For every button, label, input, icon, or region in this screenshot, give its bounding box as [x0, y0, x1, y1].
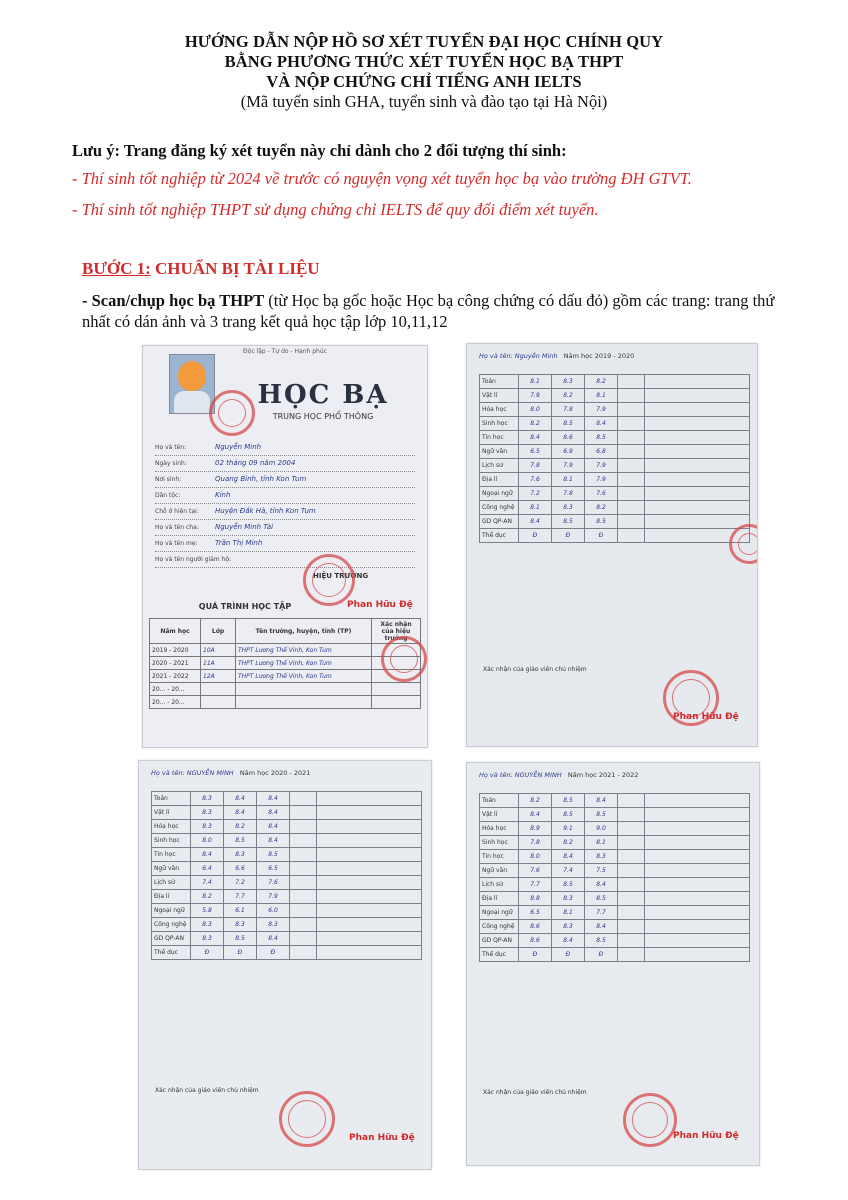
score-cell: 7.6 — [519, 473, 552, 487]
subject-cell: Vật lí — [480, 808, 519, 822]
score-cell: 8.4 — [257, 834, 290, 848]
score-cell: 6.4 — [191, 862, 224, 876]
principal-name: Phan Hữu Đệ — [347, 600, 413, 610]
note-item: - Thí sinh tốt nghiệp từ 2024 về trước có nguyện vọng xét tuyển học bạ vào trường ĐH GTVT. — [72, 169, 692, 188]
student-photo — [169, 354, 215, 414]
score-cell: 7.8 — [552, 403, 585, 417]
grade-12-photo — [466, 762, 760, 1166]
student-info-form: Họ và tên: Nguyễn Minh Ngày sinh: 02 tháng 09 năm 2004 Nơi sinh: Quang Bình, tỉnh Kon Tum Dân tộc: Kinh Chỗ ở hiện tại: Huyện Đắk Hà, tỉnh Kon Tum Họ và tên cha: Nguyễn Minh Tài Họ và tên mẹ: Trần Thị Minh Họ và tên người giám hộ: — [155, 444, 415, 572]
score-cell: 8.4 — [585, 878, 618, 892]
subject-cell: Sinh học — [152, 834, 191, 848]
grade-row — [480, 515, 750, 529]
subject-cell: GD QP-AN — [480, 515, 519, 529]
score-cell: 8.5 — [552, 878, 585, 892]
score-cell: 8.4 — [224, 806, 257, 820]
note-heading: Lưu ý: Trang đăng ký xét tuyển này chỉ dành cho 2 đối tượng thí sinh: — [72, 141, 567, 160]
score-cell: 7.6 — [257, 876, 290, 890]
subject-cell: GD QP-AN — [480, 934, 519, 948]
score-cell: 8.4 — [224, 792, 257, 806]
score-cell: 8.3 — [257, 918, 290, 932]
score-cell: 8.8 — [519, 892, 552, 906]
score-cell: 7.7 — [519, 878, 552, 892]
score-cell: 5.8 — [191, 904, 224, 918]
score-cell: 8.2 — [519, 417, 552, 431]
score-cell: Đ — [552, 948, 585, 962]
score-cell: 7.8 — [519, 459, 552, 473]
score-cell: 8.5 — [552, 794, 585, 808]
score-cell: 7.2 — [224, 876, 257, 890]
subject-cell: GD QP-AN — [152, 932, 191, 946]
subject-cell: Tin học — [152, 848, 191, 862]
grade-row — [152, 876, 422, 890]
grade-row — [152, 834, 422, 848]
subject-cell: Toán — [480, 794, 519, 808]
score-cell: 8.4 — [519, 808, 552, 822]
subject-cell: Hóa học — [480, 403, 519, 417]
score-cell: 6.8 — [585, 445, 618, 459]
subject-cell: Ngữ văn — [480, 445, 519, 459]
title-line-3: VÀ NỘP CHỨNG CHỈ TIẾNG ANH IELTS — [266, 72, 582, 91]
score-cell: 8.4 — [519, 431, 552, 445]
score-cell: 8.5 — [224, 834, 257, 848]
grade-row — [480, 920, 750, 934]
grade-row — [480, 445, 750, 459]
subject-cell: Ngữ văn — [152, 862, 191, 876]
score-cell: 7.5 — [585, 864, 618, 878]
grade-row — [480, 459, 750, 473]
school-year: Năm học 2021 - 2022 — [567, 771, 639, 779]
score-cell: 8.5 — [257, 848, 290, 862]
score-cell: 8.1 — [519, 375, 552, 389]
red-seal — [623, 1093, 677, 1147]
student-name: Họ và tên: NGUYỄN MINH — [479, 771, 562, 779]
step1-label: BƯỚC 1: — [82, 259, 151, 278]
principal-name: Phan Hữu Đệ — [673, 1131, 739, 1141]
document-title — [0, 32, 848, 112]
score-cell: 8.0 — [519, 403, 552, 417]
score-cell: 6.6 — [224, 862, 257, 876]
step1-body — [82, 290, 802, 332]
grade-row — [152, 792, 422, 806]
score-cell: 8.1 — [552, 473, 585, 487]
score-cell: 8.3 — [585, 850, 618, 864]
grade-11-photo — [138, 760, 432, 1170]
grade-row — [480, 822, 750, 836]
grade-row — [152, 890, 422, 904]
score-cell: 8.2 — [519, 794, 552, 808]
score-cell: 8.5 — [552, 808, 585, 822]
grade-row — [480, 375, 750, 389]
score-cell: 7.7 — [585, 906, 618, 920]
score-cell: 8.5 — [224, 932, 257, 946]
score-cell: 7.9 — [519, 389, 552, 403]
school-year: Năm học 2020 - 2021 — [239, 769, 311, 777]
score-cell: 8.3 — [191, 820, 224, 834]
subject-cell: Công nghệ — [480, 501, 519, 515]
grade-row — [152, 862, 422, 876]
score-cell: 7.8 — [552, 487, 585, 501]
grade-row — [152, 932, 422, 946]
subject-cell: Sinh học — [480, 836, 519, 850]
score-cell: 6.5 — [519, 445, 552, 459]
subject-cell: Tin học — [480, 850, 519, 864]
subject-cell: Hóa học — [152, 820, 191, 834]
grade-row — [152, 904, 422, 918]
score-cell: Đ — [519, 529, 552, 543]
red-seal — [303, 554, 355, 606]
subject-cell: Lịch sử — [480, 459, 519, 473]
grade-row — [480, 808, 750, 822]
homeroom-confirm: Xác nhận của giáo viên chủ nhiệm — [483, 1089, 587, 1096]
red-seal — [381, 636, 427, 682]
grade-row — [480, 431, 750, 445]
grade-row — [480, 892, 750, 906]
title-line-1: HƯỚNG DẪN NỘP HỒ SƠ XÉT TUYỂN ĐẠI HỌC CHÍNH QUY — [184, 32, 664, 51]
score-cell: 8.3 — [191, 918, 224, 932]
grade-row — [152, 946, 422, 960]
score-cell: 8.3 — [191, 792, 224, 806]
subject-cell: Ngoại ngữ — [152, 904, 191, 918]
score-cell: 8.6 — [519, 920, 552, 934]
subject-cell: Thể dục — [480, 529, 519, 543]
score-cell: 8.4 — [257, 806, 290, 820]
cover-title: HỌC BẠ — [257, 380, 389, 410]
school-year: Năm học 2019 - 2020 — [563, 352, 635, 360]
score-cell: 8.2 — [552, 389, 585, 403]
score-cell: 6.5 — [257, 862, 290, 876]
score-cell: 8.4 — [191, 848, 224, 862]
grade-row — [480, 487, 750, 501]
grade-row — [480, 864, 750, 878]
subject-cell: Thể dục — [152, 946, 191, 960]
score-cell: 8.2 — [585, 375, 618, 389]
subject-cell: Hóa học — [480, 822, 519, 836]
grade-row — [480, 794, 750, 808]
score-cell: 7.6 — [585, 487, 618, 501]
score-cell: 8.4 — [257, 932, 290, 946]
score-cell: 8.0 — [519, 850, 552, 864]
title-line-2: BẰNG PHƯƠNG THỨC XÉT TUYỂN HỌC BẠ THPT — [224, 52, 624, 71]
subject-cell: Ngữ văn — [480, 864, 519, 878]
grade-row — [480, 850, 750, 864]
subject-cell: Vật lí — [480, 389, 519, 403]
score-cell: 8.3 — [224, 848, 257, 862]
subject-cell: Địa lí — [480, 892, 519, 906]
score-cell: Đ — [552, 529, 585, 543]
score-cell: 8.5 — [552, 417, 585, 431]
subject-cell: Công nghệ — [152, 918, 191, 932]
score-cell: Đ — [519, 948, 552, 962]
score-cell: 7.4 — [552, 864, 585, 878]
score-cell: 9.0 — [585, 822, 618, 836]
score-cell: Đ — [224, 946, 257, 960]
score-cell: 8.4 — [585, 794, 618, 808]
subject-cell: Tin học — [480, 431, 519, 445]
grade-10-photo — [466, 343, 758, 747]
score-cell: 8.4 — [519, 515, 552, 529]
score-cell: 8.0 — [191, 834, 224, 848]
subject-cell: Địa lí — [480, 473, 519, 487]
score-cell: 8.9 — [519, 822, 552, 836]
score-cell: Đ — [585, 529, 618, 543]
score-cell: 7.9 — [585, 403, 618, 417]
score-cell: Đ — [257, 946, 290, 960]
grade-table — [479, 793, 750, 962]
score-cell: 8.1 — [585, 836, 618, 850]
score-cell: 8.2 — [552, 836, 585, 850]
subject-cell: Thể dục — [480, 948, 519, 962]
score-cell: Đ — [585, 948, 618, 962]
principal-name: Phan Hữu Đệ — [673, 712, 739, 722]
grade-row — [480, 906, 750, 920]
homeroom-confirm: Xác nhận của giáo viên chủ nhiệm — [483, 666, 587, 673]
score-cell: 8.5 — [585, 808, 618, 822]
grade-row — [480, 878, 750, 892]
red-seal — [729, 524, 758, 564]
study-history-table: Năm học Lớp Tên trường, huyện, tỉnh (TP) Xác nhận của hiệu trưởng 2019 - 2020 10A THPT Lương Thế Vinh, Kon Tum 2020 - 2021 11A THPT Lương Thế Vinh, Kon Tum 2021 - 2022 12A THPT Lương Thế Vinh, Kon Tum 20... - 20... 20... - 20... — [149, 618, 421, 709]
principal-name: Phan Hữu Đệ — [349, 1133, 415, 1143]
score-cell: 8.1 — [519, 501, 552, 515]
grade-row — [480, 501, 750, 515]
subject-cell: Toán — [480, 375, 519, 389]
score-cell: 8.2 — [191, 890, 224, 904]
grade-row — [480, 403, 750, 417]
score-cell: 8.5 — [585, 515, 618, 529]
score-cell: 8.6 — [519, 934, 552, 948]
subject-cell: Vật lí — [152, 806, 191, 820]
score-cell: 6.5 — [519, 906, 552, 920]
score-cell: 8.3 — [552, 892, 585, 906]
step1-body-text: (từ Học bạ gốc hoặc Học bạ công chứng có dấu đỏ) gồm các trang: trang thứ nhất có dán ảnh và 3 trang kết quả học tập lớp 10,11,12 — [82, 291, 775, 331]
score-cell: 7.2 — [519, 487, 552, 501]
grade-row — [480, 934, 750, 948]
grade-row — [152, 848, 422, 862]
grade-row — [152, 806, 422, 820]
grade-row — [480, 529, 750, 543]
score-cell: 8.4 — [257, 820, 290, 834]
score-cell: 8.5 — [585, 892, 618, 906]
grade-row — [152, 820, 422, 834]
score-cell: 8.3 — [552, 920, 585, 934]
score-cell: 8.1 — [585, 389, 618, 403]
score-cell: 6.0 — [257, 904, 290, 918]
principal-label: HIỆU TRƯỞNG — [313, 572, 369, 580]
red-seal — [279, 1091, 335, 1147]
score-cell: 8.4 — [585, 417, 618, 431]
score-cell: 8.3 — [552, 501, 585, 515]
subject-cell: Địa lí — [152, 890, 191, 904]
score-cell: 8.3 — [552, 375, 585, 389]
subject-cell: Lịch sử — [152, 876, 191, 890]
cover-subtitle: TRUNG HỌC PHỔ THÔNG — [272, 412, 374, 421]
score-cell: 7.7 — [224, 890, 257, 904]
grade-table — [151, 791, 422, 960]
score-cell: 8.5 — [585, 934, 618, 948]
hoc-ba-cover-photo — [142, 345, 428, 748]
score-cell: 8.5 — [552, 515, 585, 529]
score-cell: 7.9 — [585, 473, 618, 487]
subject-cell: Ngoại ngữ — [480, 906, 519, 920]
grade-table — [479, 374, 750, 543]
score-cell: 9.1 — [552, 822, 585, 836]
subject-cell: Lịch sử — [480, 878, 519, 892]
grade-row — [480, 417, 750, 431]
score-cell: 7.9 — [585, 459, 618, 473]
cover-header: Độc lập - Tự do - Hạnh phúc — [243, 348, 327, 355]
score-cell: 8.2 — [224, 820, 257, 834]
subject-cell: Công nghệ — [480, 920, 519, 934]
grade-row — [480, 948, 750, 962]
score-cell: 8.4 — [257, 792, 290, 806]
score-cell: 8.3 — [224, 918, 257, 932]
score-cell: 7.9 — [552, 459, 585, 473]
subject-cell: Ngoại ngữ — [480, 487, 519, 501]
grade-row — [480, 389, 750, 403]
student-name: Họ và tên: Nguyễn Minh — [479, 352, 558, 360]
score-cell: 7.4 — [191, 876, 224, 890]
step1-bold-prefix: - Scan/chụp học bạ THPT — [82, 291, 265, 310]
score-cell: 7.8 — [519, 836, 552, 850]
student-name: Họ và tên: NGUYỄN MINH — [151, 769, 234, 777]
grade-row — [480, 836, 750, 850]
score-cell: 6.1 — [224, 904, 257, 918]
note-item: - Thí sinh tốt nghiệp THPT sử dụng chứng chỉ IELTS để quy đổi điểm xét tuyển. — [72, 200, 599, 219]
homeroom-confirm: Xác nhận của giáo viên chủ nhiệm — [155, 1087, 259, 1094]
score-cell: 7.9 — [257, 890, 290, 904]
section-title: QUÁ TRÌNH HỌC TẬP — [198, 602, 292, 611]
step1-title: CHUẨN BỊ TÀI LIỆU — [150, 259, 320, 278]
score-cell: 8.3 — [191, 932, 224, 946]
score-cell: 8.5 — [585, 431, 618, 445]
score-cell: 8.6 — [552, 431, 585, 445]
score-cell: 8.1 — [552, 906, 585, 920]
score-cell: 8.3 — [191, 806, 224, 820]
score-cell: 8.4 — [552, 850, 585, 864]
title-line-4: (Mã tuyển sinh GHA, tuyển sinh và đào tạo tại Hà Nội) — [240, 92, 608, 111]
score-cell: Đ — [191, 946, 224, 960]
step1-heading — [82, 258, 320, 280]
subject-cell: Sinh học — [480, 417, 519, 431]
score-cell: 8.2 — [585, 501, 618, 515]
score-cell: 8.4 — [552, 934, 585, 948]
score-cell: 6.9 — [552, 445, 585, 459]
note-section — [72, 140, 812, 221]
score-cell: 7.6 — [519, 864, 552, 878]
score-cell: 8.4 — [585, 920, 618, 934]
grade-row — [480, 473, 750, 487]
subject-cell: Toán — [152, 792, 191, 806]
grade-row — [152, 918, 422, 932]
